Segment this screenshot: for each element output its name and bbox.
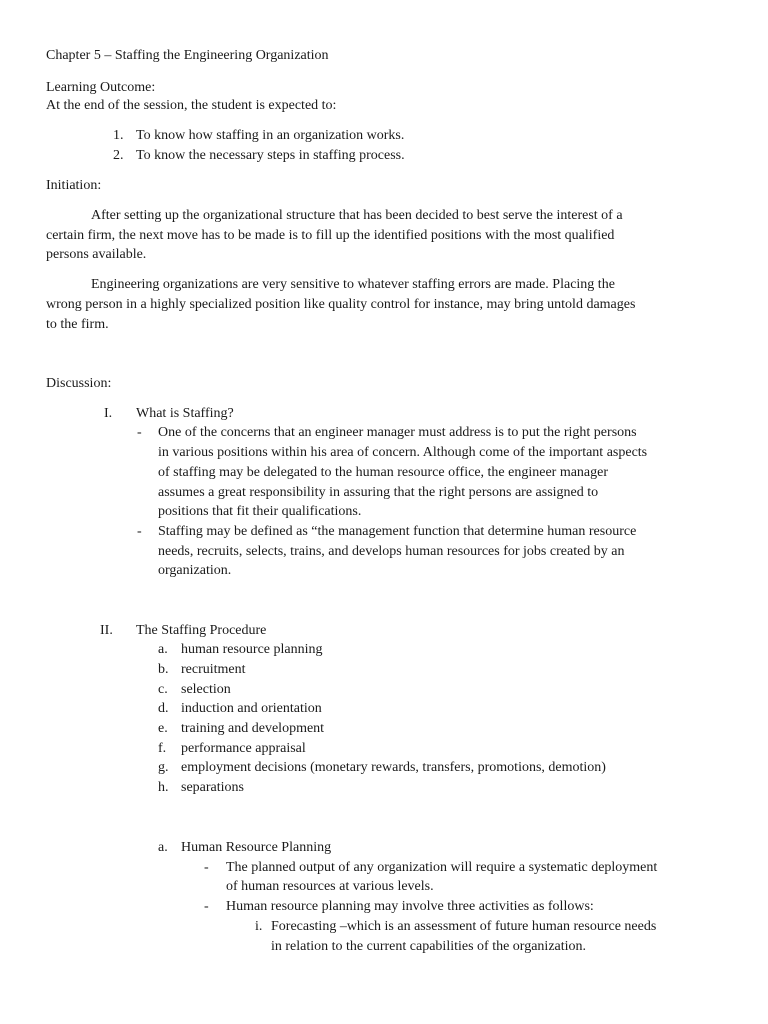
outcome-item-marker: 1. (113, 128, 124, 143)
section-marker: II. (100, 623, 113, 638)
section-marker: I. (104, 406, 113, 421)
bullet-line: in various positions within his area of concern. Although come of the important aspects (158, 445, 648, 460)
bullet-line: assumes a great responsibility in assuring that the right persons are assigned to (158, 485, 599, 500)
bullet-line: positions that fit their qualifications. (158, 504, 362, 519)
bullet-dash: - (204, 860, 209, 875)
roman-sub-marker: i. (255, 919, 263, 934)
step-marker: c. (158, 682, 168, 697)
bullet-dash: - (204, 899, 209, 914)
sub-item-line: in relation to the current capabilities of the organization. (271, 939, 587, 954)
step-marker: a. (158, 642, 168, 657)
bullet-line: of staffing may be delegated to the human resource office, the engineer manager (158, 465, 609, 480)
section-title: What is Staffing? (136, 406, 234, 421)
bullet-line: needs, recruits, selects, trains, and develops human resources for jobs created by an (158, 544, 625, 559)
bullet-line: of human resources at various levels. (226, 879, 434, 894)
step-item: training and development (181, 721, 325, 736)
outcome-item-marker: 2. (113, 148, 124, 163)
subsection-marker: a. (158, 840, 168, 855)
section-title: The Staffing Procedure (136, 623, 267, 638)
step-marker: h. (158, 780, 169, 795)
step-marker: f. (158, 741, 167, 756)
step-marker: e. (158, 721, 168, 736)
outcome-item: To know how staffing in an organization works. (136, 128, 405, 143)
initiation-paragraph-line: wrong person in a highly specialized position like quality control for instance, may bring untold damages (46, 297, 636, 312)
bullet-line: organization. (158, 563, 232, 578)
bullet-dash: - (137, 425, 142, 440)
bullet-dash: - (137, 524, 142, 539)
initiation-paragraph-line: certain firm, the next move has to be made is to fill up the identified positions with the most qualified (46, 228, 615, 243)
initiation-paragraph-line: to the firm. (46, 317, 109, 332)
subsection-title: Human Resource Planning (181, 840, 332, 855)
step-item: separations (181, 780, 244, 795)
step-item: performance appraisal (181, 741, 306, 756)
sub-item-line: Forecasting –which is an assessment of future human resource needs (271, 919, 657, 934)
learning-outcome-intro: At the end of the session, the student is expected to: (46, 98, 337, 113)
step-marker: d. (158, 701, 169, 716)
bullet-line: Human resource planning may involve three activities as follows: (226, 899, 594, 914)
initiation-paragraph-line: After setting up the organizational structure that has been decided to best serve the interest of a (91, 208, 623, 223)
step-marker: b. (158, 662, 169, 677)
bullet-line: One of the concerns that an engineer manager must address is to put the right persons (158, 425, 637, 440)
step-marker: g. (158, 760, 169, 775)
bullet-line: The planned output of any organization will require a systematic deployment (226, 860, 658, 875)
learning-outcome-heading: Learning Outcome: (46, 80, 156, 95)
bullet-line: Staffing may be defined as “the management function that determine human resource (158, 524, 637, 539)
discussion-heading: Discussion: (46, 376, 112, 391)
step-item: recruitment (181, 662, 246, 677)
step-item: employment decisions (monetary rewards, transfers, promotions, demotion) (181, 760, 606, 775)
initiation-paragraph-line: persons available. (46, 247, 147, 262)
step-item: selection (181, 682, 231, 697)
step-item: induction and orientation (181, 701, 322, 716)
step-item: human resource planning (181, 642, 323, 657)
initiation-paragraph-line: Engineering organizations are very sensitive to whatever staffing errors are made. Placing the (91, 277, 615, 292)
chapter-title: Chapter 5 – Staffing the Engineering Organization (46, 48, 329, 63)
initiation-heading: Initiation: (46, 178, 102, 193)
outcome-item: To know the necessary steps in staffing process. (136, 148, 405, 163)
